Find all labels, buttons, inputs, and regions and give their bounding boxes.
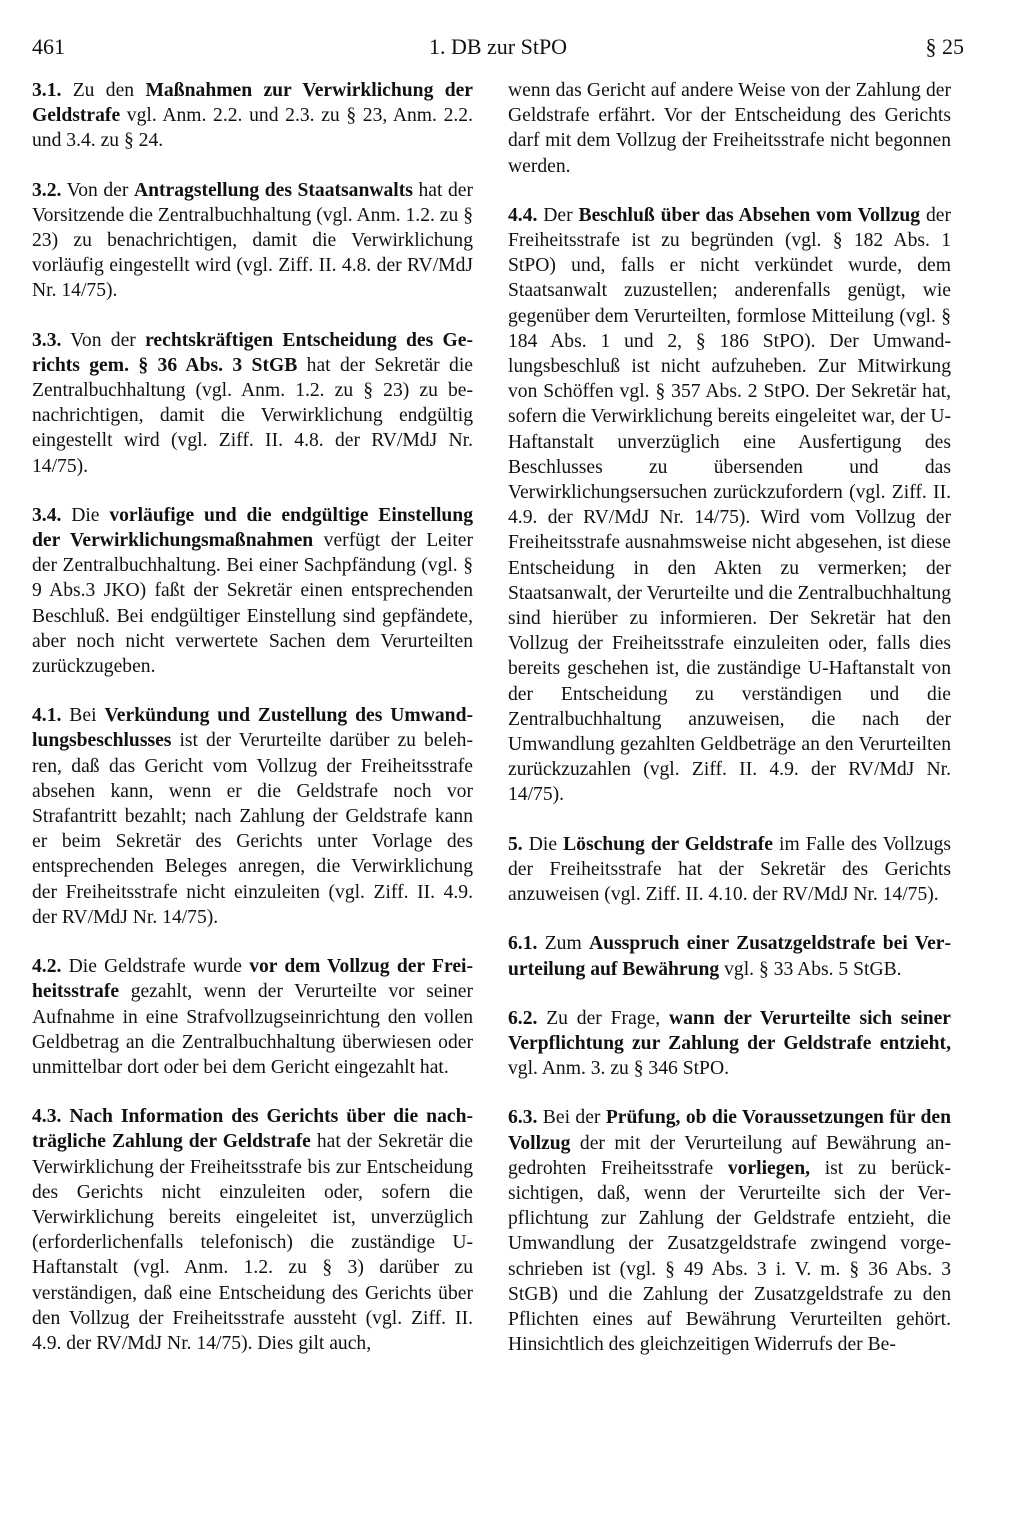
text-run: hat der Sekretär die Verwirklichung der Freiheitsstrafe bis zur Entscheidung des Gerichts nicht einzuleiten oder, sofern die Verwirklichung bereits eingeleitet ist, unverzüglich (erforderlichenfalls telefonisch) die zuständige U-Haftanstalt (vgl. Anm. 1.2. zu § 3) darüber zu verständigen, daß eine Entscheidung des Gerichts über den Vollzug der Freiheitsstrafe aussteht (vgl. Ziff. II. 4.9. der RV/MdJ Nr. 14/75). Dies gilt auch,: [32, 1131, 473, 1354]
text-run: Die: [61, 504, 110, 526]
running-header: [32, 30, 964, 64]
paragraph: [32, 178, 473, 304]
text-run: der mit der Verurteilung auf Bewährung angedrohten Freiheitsstrafe: [508, 1132, 951, 1179]
paragraph: [32, 78, 473, 154]
bold-text: 3.1.: [32, 80, 62, 101]
bold-text: Ausspruch einer Zusatzgeldstrafe bei Verurteilung auf Bewährung: [508, 933, 951, 980]
bold-text: 4.4.: [508, 204, 538, 226]
text-run: Der: [537, 204, 579, 226]
text-run: ist der Verurteilte darüber zu belehren, daß das Gericht vom Vollzug der Freiheitsstrafe absehen kann, wenn er die Geldstrafe noch vor Strafantritt bezahlt; nach Zahlung der Geldstrafe kann er beim Sekretär des Gerichts unter Vorlage des entsprechenden Beleges anregen, die Verwirklichung der Freiheitsstrafe nicht einzuleiten (vgl. Ziff. II. 4.9. der RV/MdJ Nr. 14/75).: [32, 730, 473, 928]
bold-text: 4.2.: [32, 956, 62, 978]
paragraph: [32, 954, 473, 1080]
paragraph: [508, 1105, 951, 1357]
bold-text: 4.1.: [32, 705, 62, 727]
text-run: ist zu berücksichtigen, daß, wenn der Verurteilte sich der Verpflichtung zur Zahlung der Geldstrafe entzieht, die Umwandlung der Zusatzgeldstrafe zwingend vorgeschrieben ist (vgl. § 49 Abs. 3 i. V. m. § 36 Abs. 3 StGB) und die Zahlung der Zusatzgeldstrafe zu den Pflichten eines auf Bewährung Verurteilten gehört. Hinsichtlich des gleichzeitigen Widerrufs der Be-: [508, 1157, 951, 1356]
page-number: 461: [32, 34, 65, 59]
paragraph: [32, 328, 473, 479]
paragraph: [508, 832, 951, 908]
text-run: Zu den: [61, 80, 146, 101]
bold-text: rechtskräftigen Entscheidung des Gerichts gem. § 36 Abs. 3 StGB: [32, 329, 473, 376]
bold-text: Löschung der Geldstrafe: [563, 833, 773, 855]
text-run: Bei der: [537, 1107, 606, 1129]
text-run: vgl. Anm. 2.2. und 2.3. zu § 23, Anm. 2.2. und 3.4. zu § 24.: [32, 105, 473, 152]
text-run: Zum: [537, 933, 590, 955]
text-run: Von der: [61, 179, 134, 201]
bold-text: 6.1.: [508, 933, 538, 955]
bold-text: wann der Verurteilte sich seiner Verpflichtung zur Zahlung der Geldstrafe entzieht,: [508, 1007, 951, 1054]
bold-text: 6.3.: [508, 1107, 538, 1129]
text-run: wenn das Gericht auf andere Weise von der Zahlung der Geldstrafe erfährt. Vor der Entscheidung des Gerichts darf mit dem Vollzug der Freiheitsstrafe nicht begonnen werden.: [508, 80, 951, 177]
paragraph: [508, 931, 951, 981]
bold-text: 3.4.: [32, 504, 62, 526]
section-reference: § 25: [925, 34, 964, 59]
paragraph: [32, 1104, 473, 1356]
left-column: [32, 78, 473, 1380]
bold-text: 6.2.: [508, 1007, 538, 1029]
text-run: der Freiheitsstrafe ist zu begründen (vgl. § 182 Abs. 1 StPO) und, falls er nicht verkündet wurde, dem Staatsanwalt zuzustellen; anderenfalls genügt, wie gegenüber dem Verurteilten, formlose Mitteilung (vgl. § 184 Abs. 1 und 2, § 186 StPO). Der Umwandlungsbeschluß ist nicht aufzuheben. Zur Mitwirkung von Schöffen vgl. § 357 Abs. 2 StPO. Der Sekretär hat, sofern die Verwirklichung bereits eingeleitet war, der U-Haftanstalt unverzüglich eine Ausfertigung des Beschlusses zu übersenden und das Verwirklichungsersuchen zurückzufordern (vgl. Ziff. II. 4.9. der RV/MdJ Nr. 14/75). Wird vom Vollzug der Freiheitsstrafe ausnahmsweise nicht abgesehen, ist diese Entscheidung in den Akten zu vermerken; der Staatsanwalt, der Verurteilte und die Zentralbuchhaltung sind hierüber zu informieren. Der Sekretär hat den Vollzug der Freiheitsstrafe einzuleiten oder, falls dies bereits geschehen ist, die zuständige U-Haftanstalt von der Entscheidung zu verständigen und die Zentralbuchhaltung anzuweisen, die nach der Umwandlung gezahlten Geldbeträge an den Verurteilten zurückzuzahlen (vgl. Ziff. II. 4.9. der RV/MdJ Nr. 14/75).: [508, 204, 951, 806]
bold-text: 3.2.: [32, 179, 62, 201]
paragraph: [508, 78, 951, 179]
bold-text: Beschluß über das Absehen vom Vollzug: [578, 204, 921, 226]
bold-text: vorläufige und die endgültige Einstellung der Verwirklichungsmaßnahmen: [32, 504, 473, 552]
text-run: Zu der Frage,: [537, 1007, 669, 1029]
text-run: vgl. Anm. 3. zu § 346 StPO.: [508, 1058, 729, 1080]
text-run: Die: [522, 833, 564, 855]
bold-text: 3.3.: [32, 329, 62, 351]
bold-text: Maßnahmen zur Verwirklichung der Geldstrafe: [32, 80, 473, 127]
text-run: Bei: [61, 705, 105, 727]
text-run: vgl. § 33 Abs. 5 StGB.: [719, 958, 902, 980]
text-run: verfügt der Leiter der Zentralbuchhaltung. Bei einer Sachpfändung (vgl. § 9 Abs.3 JKO) faßt der Sekretär einen entsprechenden Beschluß. Bei endgültiger Einstellung sind gepfändete, aber noch nicht verwertete Sachen dem Verurteilten zurückzugeben.: [32, 530, 473, 678]
text-run: im Falle des Vollzugs der Freiheitsstrafe hat der Sekretär des Gerichts anzuweisen (vgl. Ziff. II. 4.10. der RV/MdJ Nr. 14/75).: [508, 833, 951, 906]
bold-text: 4.3. Nach Information des Gerichts über die nachträgliche Zahlung der Geldstrafe: [32, 1106, 473, 1153]
bold-text: Prüfung, ob die Voraussetzungen für den Vollzug: [508, 1107, 951, 1154]
paragraph: [508, 203, 951, 808]
bold-text: vor dem Vollzug der Freiheitsstrafe: [32, 956, 473, 1003]
bold-text: Antragstellung des Staatsanwalts: [133, 179, 413, 201]
paragraph: [32, 503, 473, 679]
text-run: Von der: [61, 329, 146, 351]
right-column: [508, 78, 951, 1381]
bold-text: 5.: [508, 833, 523, 855]
text-run: Die Geldstrafe wurde: [61, 956, 250, 978]
paragraph: [32, 703, 473, 930]
bold-text: Verkündung und Zustellung des Umwandlungsbeschlusses: [32, 705, 473, 752]
bold-text: vorliegen,: [727, 1157, 811, 1179]
running-title: 1. DB zur StPO: [428, 34, 568, 59]
text-run: gezahlt, wenn der Verurteilte vor seiner Aufnahme in eine Strafvollzugseinrichtung den vollen Geldbetrag an die Zentralbuchhaltung überwiesen oder unmittelbar dort oder bei dem Gericht eingezahlt hat.: [32, 981, 473, 1078]
text-run: hat der Vorsitzende die Zentralbuchhaltung (vgl. Anm. 1.2. zu § 23) zu benachrichtigen, damit die Verwirklichung vorläufig eingestellt wird (vgl. Ziff. II. 4.8. der RV/MdJ Nr. 14/75).: [32, 179, 473, 302]
paragraph: [508, 1006, 951, 1082]
text-run: hat der Sekretär die Zentralbuchhaltung (vgl. Anm. 1.2. zu § 23) zu benachrichtigen, damit die Verwirklichung endgültig eingestellt wird (vgl. Ziff. II. 4.8. der RV/MdJ Nr. 14/75).: [32, 354, 473, 477]
